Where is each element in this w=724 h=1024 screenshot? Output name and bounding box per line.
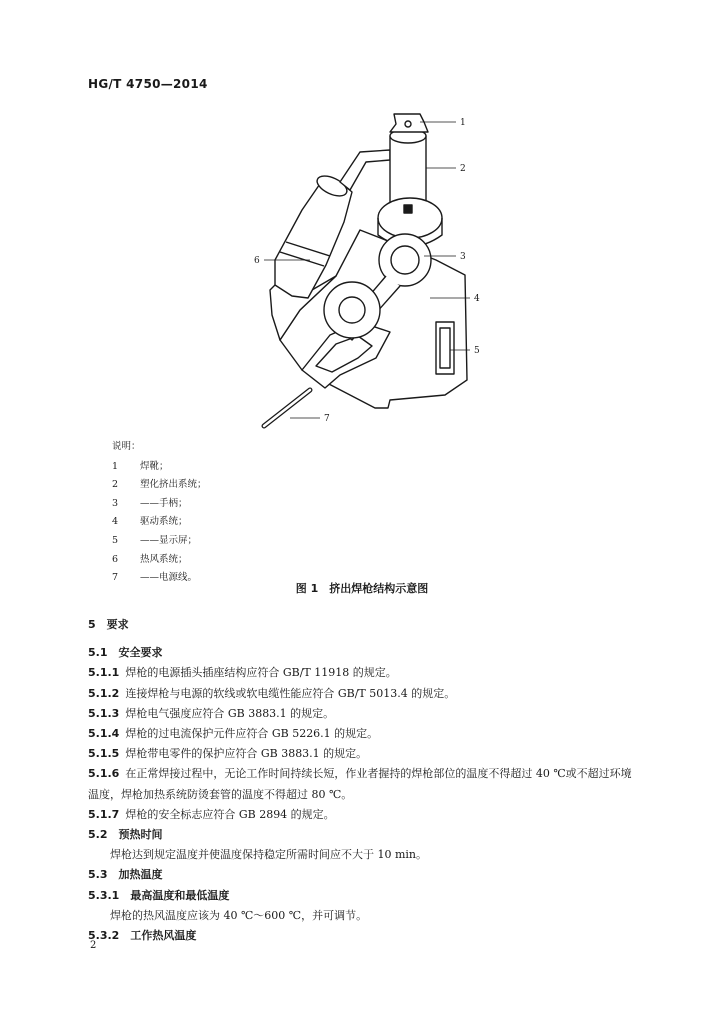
section-5-1-title: 5.1 安全要求 (88, 646, 163, 660)
callout-3: 3 (460, 252, 466, 262)
clause-5-1-3 (88, 704, 636, 724)
welding-gun-figure (240, 100, 500, 440)
legend-text: 塑化挤出系统； (140, 479, 207, 491)
clause-5-1-7 (88, 805, 636, 825)
clause-number: 5.1.1 (88, 666, 120, 680)
section-5-3-title: 5.3 加热温度 (88, 868, 163, 882)
clause-5-1-2 (88, 684, 636, 704)
section-5-2-text: 焊枪达到规定温度并使温度保持稳定所需时间应不大于 10 min。 (110, 848, 428, 862)
callout-4: 4 (474, 294, 480, 304)
clause-text: 焊枪电气强度应符合 GB 3883.1 的规定。 (125, 706, 335, 720)
legend-item (112, 532, 207, 551)
section-5-title: 5 要求 (88, 618, 129, 631)
clause-number: 5.1.5 (88, 747, 120, 761)
clause-text: 焊枪带电零件的保护应符合 GB 3883.1 的规定。 (125, 747, 368, 761)
clause-number: 5.1.3 (88, 706, 120, 720)
page-number: 2 (90, 940, 97, 951)
legend-text: 驱动系统； (140, 516, 188, 528)
legend-text: 电源线。 (159, 572, 198, 584)
connector-pipe (340, 150, 390, 190)
clause-5-1-1 (88, 663, 636, 683)
legend-num: 5 (112, 534, 119, 546)
legend-item (112, 551, 207, 570)
clause-text: 连接焊枪与电源的软线或软电缆性能应符合 GB/T 5013.4 的规定。 (125, 686, 456, 700)
legend-sep: —— (140, 497, 159, 509)
clause-number: 5.1.7 (88, 807, 120, 821)
display-screen-shape (436, 322, 454, 374)
callout-7: 7 (324, 414, 330, 424)
clause-text: 焊枪的过电流保护元件应符合 GB 5226.1 的规定。 (125, 727, 379, 741)
legend-item (112, 458, 207, 477)
callout-5: 5 (474, 346, 480, 356)
section-5-3-1-text: 焊枪的热风温度应该为 40 ℃～600 ℃，并可调节。 (110, 908, 368, 922)
clause-text: 焊枪的安全标志应符合 GB 2894 的规定。 (125, 807, 335, 821)
legend-text: 焊靴； (140, 460, 169, 472)
clause-text: 焊枪的电源插头插座结构应符合 GB/T 11918 的规定。 (125, 666, 397, 680)
clause-text: 在正常焊接过程中，无论工作时间持续长短，作业者握持的焊枪部位的温度不得超过 40 ℃或不超过环境温度，焊枪加热系统防烫套管的温度不得超过 80 ℃。 (88, 767, 632, 801)
clause-5-1-6 (88, 764, 636, 804)
callout-2: 2 (460, 164, 466, 174)
legend-num: 2 (112, 479, 119, 491)
legend-item (112, 495, 207, 514)
legend-item (112, 513, 207, 532)
standard-code-header: HG/T 4750—2014 (88, 77, 208, 91)
legend-sep: —— (140, 572, 159, 584)
clause-number: 5.1.6 (88, 767, 120, 781)
callout-1: 1 (460, 118, 466, 128)
clause-5-1-4 (88, 724, 636, 744)
clause-number: 5.1.2 (88, 686, 120, 700)
figure-caption: 图 1 挤出焊枪结构示意图 (295, 582, 429, 595)
callout-6: 6 (254, 256, 260, 266)
legend-text: 手柄； (159, 497, 188, 509)
legend-num: 3 (112, 497, 119, 509)
legend-num: 7 (112, 572, 119, 584)
clause-number: 5.1.4 (88, 727, 120, 741)
legend-num: 4 (112, 516, 119, 528)
legend-text: 热风系统； (140, 553, 188, 565)
section-5-content (88, 615, 636, 946)
legend-title: 说明： (112, 441, 141, 452)
section-5-3-1-title: 5.3.1 最高温度和最低温度 (88, 888, 230, 902)
section-5-3-2-title: 5.3.2 工作热风温度 (88, 929, 197, 943)
column-collar (378, 198, 442, 238)
figure-legend (112, 438, 207, 588)
legend-num: 1 (112, 460, 119, 472)
clause-5-1-5 (88, 744, 636, 764)
legend-sep: —— (140, 534, 159, 546)
section-5-2-title: 5.2 预热时间 (88, 828, 163, 842)
legend-text: 显示屏； (159, 534, 198, 546)
legend-item (112, 476, 207, 495)
legend-num: 6 (112, 553, 119, 565)
welding-gun-diagram (240, 100, 500, 440)
